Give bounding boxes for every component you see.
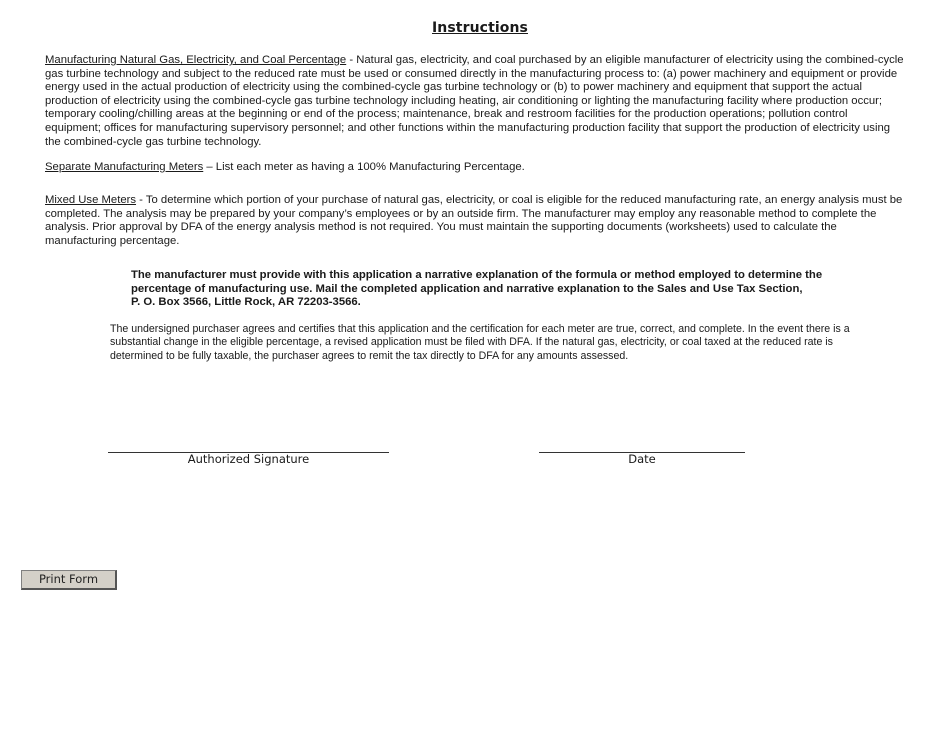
mixed-use-meters-heading: Mixed Use Meters bbox=[45, 194, 137, 206]
separate-meters-paragraph bbox=[45, 161, 905, 175]
mailing-notice-line-3: P. O. Box 3566, Little Rock, AR 72203-3566. bbox=[131, 296, 361, 309]
separate-meters-text: – List each meter as having a 100% Manufacturing Percentage. bbox=[203, 161, 525, 173]
print-form-button[interactable]: Print Form bbox=[21, 570, 117, 590]
page-title: Instructions bbox=[432, 20, 528, 36]
mailing-notice-line-1: The manufacturer must provide with this application a narrative explanation of the formula or method employed to determine the bbox=[131, 269, 823, 281]
mixed-use-meters-paragraph bbox=[45, 194, 905, 248]
separate-meters-heading: Separate Manufacturing Meters bbox=[45, 161, 204, 173]
date-label: Date bbox=[628, 452, 656, 466]
manufacturing-percentage-paragraph bbox=[45, 54, 905, 149]
authorized-signature-label: Authorized Signature bbox=[187, 452, 310, 466]
certification-statement: The undersigned purchaser agrees and certifies that this application and the certification for each meter are true, correct, and complete. In the event there is a substantial change in the eligible percentage, a revised application must be filed with DFA. If the natural gas, electricity, or coal taxed at the reduced rate is determined to be fully taxable, the purchaser agrees to remit the tax directly to DFA for any amounts assessed. bbox=[110, 323, 850, 362]
manufacturing-percentage-heading: Manufacturing Natural Gas, Electricity, and Coal Percentage bbox=[45, 54, 347, 66]
mixed-use-meters-text: - To determine which portion of your purchase of natural gas, electricity, or coal is eligible for the reduced manufacturing rate, an energy analysis must be completed. The analysis may be prepared by your company’s employees or by an outside firm. The manufacturer may employ any reasonable method to complete the analysis. Prior approval by DFA of the energy analysis method is not required. You must maintain the supporting documents (worksheets) used to calculate the manufacturing percentage. bbox=[45, 194, 903, 247]
mailing-notice-line-2: percentage of manufacturing use. Mail the completed application and narrative explanation to the Sales and Use Tax Section, bbox=[131, 282, 803, 295]
mailing-notice bbox=[131, 269, 851, 310]
manufacturing-percentage-text: - Natural gas, electricity, and coal purchased by an eligible manufacturer of electricity using the combined-cycle gas turbine technology and subject to the reduced rate must be used or consumed directly in the manufacturing process to: (a) power machinery and equipment or provide energy used in the actual production of electricity using the combined-cycle gas turbine technology or (b) to power machinery and equipment that support the actual production of electricity using the combined-cycle gas turbine technology including heating, air conditioning or lighting the manufacturing facility where production occur; temporary cooling/chilling areas at the beginning or end of the process; maintenance, break and restroom facilities for the production operations; pollution control equipment; offices for manufacturing supervisory personnel; and other functions within the manufacturing production facility that support the production of electricity using the combined-cycle gas turbine technology. bbox=[45, 54, 904, 148]
